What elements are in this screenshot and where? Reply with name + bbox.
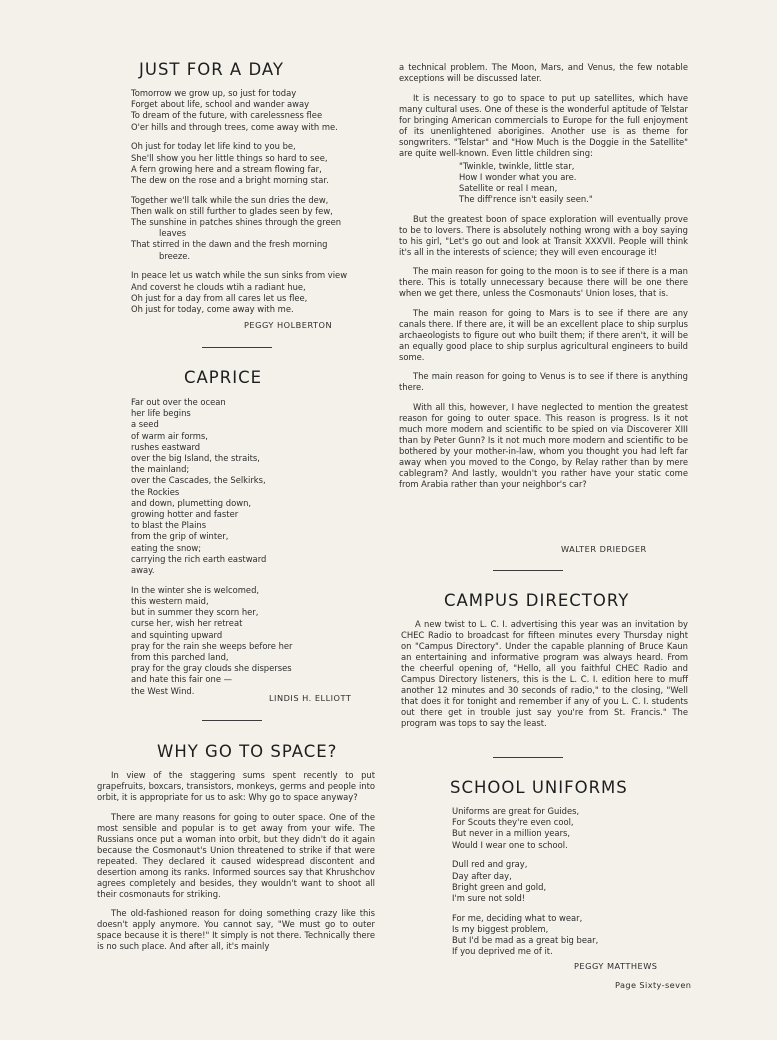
- poem-line: Is my biggest problem,: [452, 923, 549, 934]
- campus-directory-title: CAMPUS DIRECTORY: [444, 591, 630, 610]
- poem-line: That stirred in the dawn and the fresh morning: [131, 239, 328, 250]
- stanza: [452, 859, 682, 904]
- stanza: [452, 806, 682, 851]
- poem-line: carrying the rich earth eastward: [131, 553, 267, 564]
- poem-line: of warm air forms,: [131, 430, 208, 441]
- poem-line: And coverst he clouds wtih a radiant hue,: [131, 281, 306, 292]
- poem-line: Forget about life, school and wander away: [131, 99, 310, 110]
- poem-line: the Rockies: [131, 486, 180, 497]
- poem-line: breeze.: [159, 250, 191, 261]
- twinkle-verse: [399, 161, 688, 205]
- poem-line: the mainland;: [131, 464, 190, 475]
- poem-line: this western maid,: [131, 595, 209, 606]
- poem-line: and down, plumetting down,: [131, 497, 252, 508]
- poem-line: Oh just for a day from all cares let us flee,: [131, 292, 308, 303]
- poem-line: Together we'll talk while the sun dries the dew,: [131, 194, 329, 205]
- paragraph: There are many reasons for going to outer space. One of the most sensible and popular is to get away from your wife. The Russians once put a woman into orbit, but they didn't do it again because the Cosmonaut's Union threatened to strike if that were repeated. They declared it caused widespread discontent and desertion among its ranks. Informed sources say that Khrushchov agrees completely and besides, they wouldn't want to shoot all their cosmonauts for striking.: [97, 811, 375, 899]
- poem-line: O'er hills and through trees, come away with me.: [131, 121, 338, 132]
- poem-line: from this parched land,: [131, 651, 229, 662]
- stanza: [131, 585, 371, 697]
- poem-line: eating the snow;: [131, 542, 202, 553]
- poem-line: The dew on the rose and a bright morning star.: [131, 174, 329, 185]
- why-go-to-space-text-left: [97, 770, 375, 961]
- poem-line: Far out over the ocean: [131, 397, 226, 407]
- author-peggy-matthews: PEGGY MATTHEWS: [574, 961, 658, 971]
- poem-line: Oh just for today let life kind to you be,: [131, 141, 296, 152]
- poem-line: away.: [131, 565, 155, 576]
- poem-line: growing hotter and faster: [131, 509, 239, 520]
- poem-line: In the winter she is welcomed,: [131, 584, 260, 595]
- poem-line: For me, deciding what to wear,: [452, 912, 583, 923]
- section-divider: [493, 570, 563, 571]
- poem-line: curse her, wish her retreat: [131, 618, 243, 629]
- stanza: [131, 195, 376, 262]
- poem-line: Tomorrow we grow up, so just for today: [131, 88, 297, 98]
- caprice-title: CAPRICE: [184, 368, 263, 387]
- author-lindis-elliott: LINDIS H. ELLIOTT: [269, 693, 352, 703]
- why-go-to-space-title: WHY GO TO SPACE?: [157, 742, 338, 761]
- poem-line: Uniforms are great for Guides,: [452, 806, 580, 816]
- poem-line: But never in a million years,: [452, 828, 571, 839]
- poem-line: and hate this fair one —: [131, 674, 233, 685]
- poem-line: Oh just for today, come away with me.: [131, 303, 294, 314]
- poem-line: In peace let us watch while the sun sinks from view: [131, 270, 348, 281]
- verse-line: Satellite or real I mean,: [459, 182, 558, 193]
- caprice-poem: [131, 397, 371, 705]
- just-for-a-day-title: JUST FOR A DAY: [139, 60, 284, 79]
- stanza: [131, 141, 376, 186]
- verse-line: How I wonder what you are.: [459, 171, 577, 182]
- poem-line: To dream of the future, with carelessness flee: [131, 110, 323, 121]
- poem-line: to blast the Plains: [131, 520, 207, 531]
- poem-line: Would I wear one to school.: [452, 839, 568, 850]
- paragraph: The main reason for going to Mars is to see if there are any canals there. If there are, it will be an excellent place to ship surplus archaeologists to figure out who built them; if there aren't, it will be an equally good place to ship surplus agricultural engineers to build some.: [399, 307, 688, 362]
- poem-line: But I'd be mad as a great big bear,: [452, 935, 599, 946]
- paragraph: In view of the staggering sums spent recently to put grapefruits, boxcars, transistors, monkeys, germs and people into orbit, it is appropriate for us to ask: Why go to space anyway?: [97, 770, 375, 802]
- poem-line: pray for the rain she weeps before her: [131, 640, 293, 651]
- verse-line: The diff'rence isn't easily seen.": [459, 193, 593, 204]
- poem-line: pray for the gray clouds she disperses: [131, 663, 292, 674]
- stanza: [131, 270, 376, 315]
- poem-line: but in summer they scorn her,: [131, 607, 259, 618]
- poem-line: the West Wind.: [131, 685, 195, 696]
- poem-line: a seed: [131, 419, 159, 430]
- page-number: Page Sixty-seven: [615, 980, 692, 990]
- poem-line: For Scouts they're even cool,: [452, 817, 574, 828]
- section-divider: [493, 757, 563, 758]
- poem-line: Day after day,: [452, 870, 512, 881]
- poem-line: from the grip of winter,: [131, 531, 229, 542]
- school-uniforms-poem: [452, 806, 682, 966]
- poem-line: If you deprived me of it.: [452, 946, 553, 957]
- just-for-a-day-poem: [131, 88, 376, 324]
- poem-line: She'll show you her little things so hard to see,: [131, 152, 328, 163]
- poem-line: over the big Island, the straits,: [131, 453, 260, 464]
- poem-line: Bright green and gold,: [452, 881, 547, 892]
- author-walter-driedger: WALTER DRIEDGER: [561, 544, 647, 554]
- why-go-to-space-text-right: [399, 62, 688, 499]
- campus-directory-text: [401, 619, 688, 738]
- paragraph: It is necessary to go to space to put up satellites, which have many cultural uses. One of these is the wonderful aptitude of Telstar for bringing American commercials to Europe for the full enjoyment of its unenlightened aborigines. Another use is as theme for songwriters. "Telstar" and "How Much is the Doggie in the Satellite" are quite well-known. Even little children sing:: [399, 92, 688, 158]
- poem-line: Then walk on still further to glades seen by few,: [131, 205, 333, 216]
- poem-line: over the Cascades, the Selkirks,: [131, 475, 266, 486]
- school-uniforms-title: SCHOOL UNIFORMS: [450, 778, 628, 797]
- poem-line: her life begins: [131, 408, 191, 419]
- section-divider: [202, 347, 272, 348]
- paragraph: A new twist to L. C. I. advertising this year was an invitation by CHEC Radio to broadcast for fifteen minutes every Thursday night on "Campus Directory". Under the capable planning of Bruce Kaun an entertaining and informative program was always heard. From the cheerful opening of, "Hello, all you faithful CHEC Radio and Campus Directory listeners, this is the L. C. I. edition here to muff another 12 minutes and 30 seconds of radio," to the closing, "Well that does it for tonight and remember if any of you L. C. I. students out there get in trouble just say you're from St. Francis." The program was tops to say the least.: [401, 619, 688, 728]
- paragraph: a technical problem. The Moon, Mars, and Venus, the few notable exceptions will be discussed later.: [399, 62, 688, 83]
- paragraph: But the greatest boon of space exploration will eventually prove to be to lovers. There is absolutely nothing wrong with a boy saying to his girl, "Let's go out and look at Transit XXXVII. People will think it's all in the interests of science; they will even encourage it!: [399, 213, 688, 257]
- poem-line: The sunshine in patches shines through the green: [131, 217, 342, 228]
- paragraph: The old-fashioned reason for doing something crazy like this doesn't apply anymore. You cannot say, "We must go to outer space because it is there!" It simply is not there. Technically there is no such place. And after all, it's mainly: [97, 908, 375, 952]
- author-peggy-holberton: PEGGY HOLBERTON: [244, 320, 333, 330]
- poem-line: and squinting upward: [131, 629, 223, 640]
- poem-line: rushes eastward: [131, 441, 201, 452]
- section-divider: [202, 720, 262, 721]
- poem-line: Dull red and gray,: [452, 859, 528, 870]
- stanza: [131, 88, 376, 133]
- poem-line: A fern growing here and a stream flowing far,: [131, 163, 322, 174]
- poem-line: I'm sure not sold!: [452, 892, 526, 903]
- verse-line: "Twinkle, twinkle, little star,: [459, 160, 575, 171]
- poem-line: leaves: [159, 228, 187, 239]
- paragraph: The main reason for going to Venus is to see if there is anything there.: [399, 371, 688, 393]
- stanza: [131, 397, 371, 576]
- paragraph: With all this, however, I have neglected to mention the greatest reason for going to outer space. This reason is progress. Is it not much more modern and scientific to be spied on via Discoverer XIII than by Peter Gunn? Is it not much more modern and scientific to be bothered by your mother-in-law, whom you thought you had left far away when you moved to the Congo, by Relay rather than by mere cablegram? And lastly, wouldn't you rather have your static come from Arabia rather than your neighbor's car?: [399, 401, 688, 489]
- stanza: [452, 913, 682, 958]
- paragraph: The main reason for going to the moon is to see if there is a man there. This is totally unnecessary because there will be one there when we get there, unless the Cosmonauts' Union loses, that is.: [399, 266, 688, 299]
